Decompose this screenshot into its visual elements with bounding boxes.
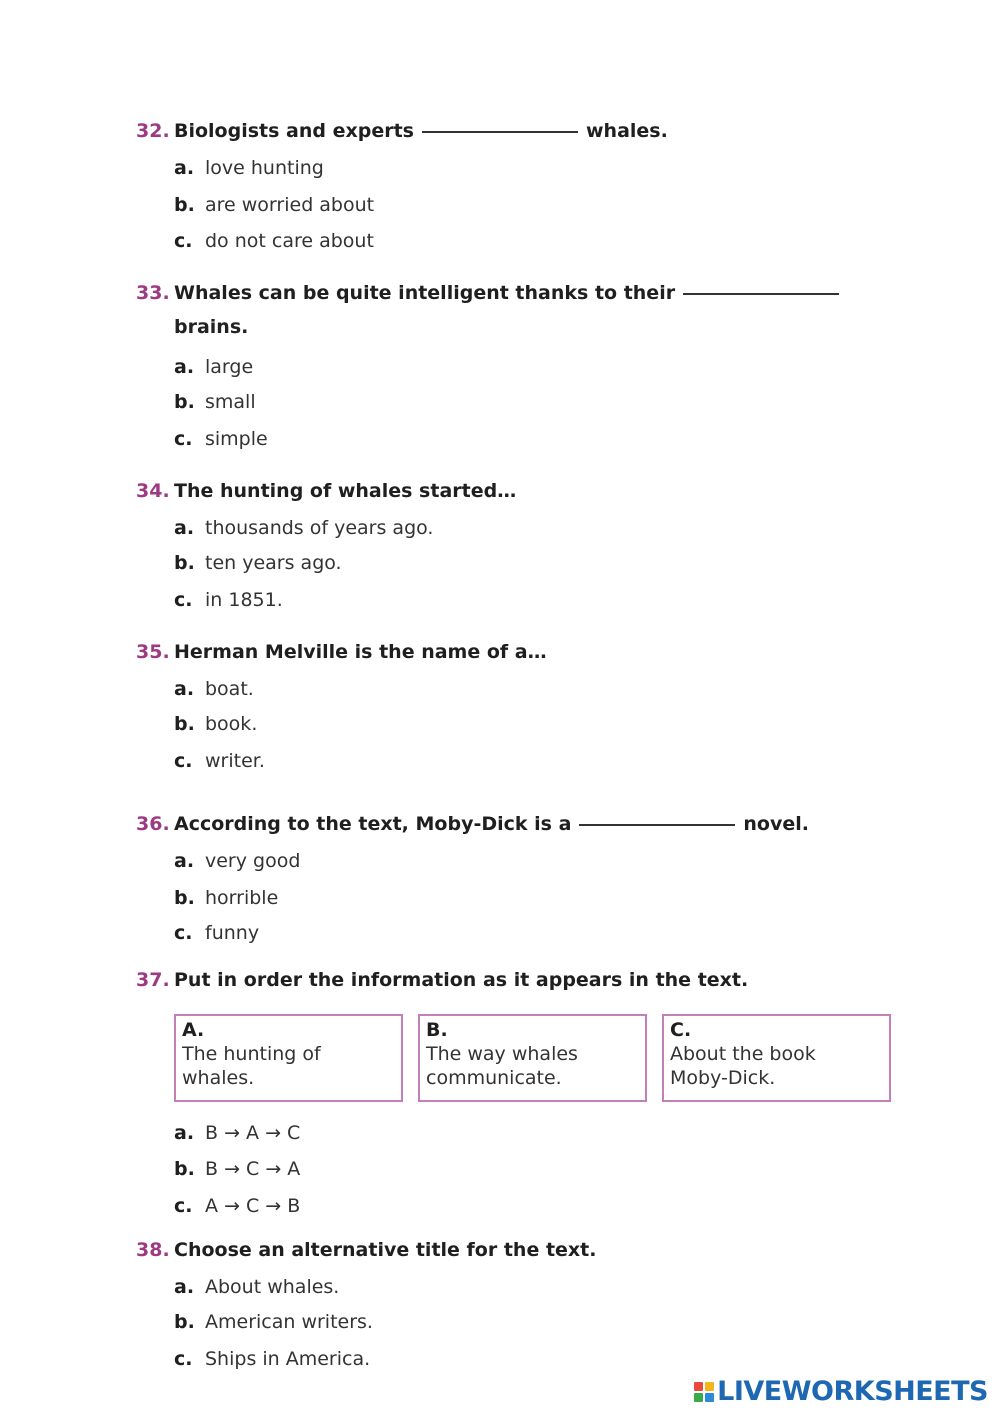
question-35 <box>136 641 547 663</box>
answer-blank[interactable] <box>579 823 735 826</box>
info-box-label: C. <box>670 1019 692 1041</box>
option-b[interactable]: b. are worried about <box>174 194 375 216</box>
info-box-b <box>418 1014 647 1102</box>
option-a[interactable]: a. very good <box>174 850 301 872</box>
option-c[interactable]: c. A → C → B <box>174 1195 301 1217</box>
question-stem-end: whales. <box>586 120 668 142</box>
option-c[interactable]: c. simple <box>174 428 268 450</box>
question-stem-continuation: brains. <box>174 316 249 338</box>
option-b[interactable]: b. horrible <box>174 887 279 909</box>
question-stem: According to the text, Moby-Dick is a <box>174 813 572 835</box>
option-c[interactable]: c. Ships in America. <box>174 1348 371 1370</box>
option-a[interactable]: a. B → A → C <box>174 1122 301 1144</box>
option-c[interactable]: c. do not care about <box>174 230 374 252</box>
option-a[interactable]: a. love hunting <box>174 157 324 179</box>
option-b[interactable]: b. small <box>174 391 256 413</box>
question-stem: Biologists and experts <box>174 120 414 142</box>
question-33 <box>136 282 847 338</box>
question-stem: Herman Melville is the name of a… <box>174 641 547 663</box>
question-number: 38. <box>136 1239 170 1261</box>
question-stem-end: novel. <box>743 813 809 835</box>
answer-blank[interactable] <box>422 130 578 133</box>
question-number: 33. <box>136 282 170 304</box>
answer-blank[interactable] <box>683 292 839 295</box>
info-box-text: The way whales communicate. <box>426 1043 578 1089</box>
question-number: 32. <box>136 120 170 142</box>
info-box-a <box>174 1014 403 1102</box>
option-a[interactable]: a. thousands of years ago. <box>174 517 434 539</box>
info-box-text: About the book Moby-Dick. <box>670 1043 816 1089</box>
question-38 <box>136 1239 596 1261</box>
question-36 <box>136 813 809 835</box>
question-number: 36. <box>136 813 170 835</box>
option-b[interactable]: b. B → C → A <box>174 1158 301 1180</box>
option-b[interactable]: b. book. <box>174 713 258 735</box>
liveworksheets-logo <box>694 1376 988 1407</box>
option-c[interactable]: c. writer. <box>174 750 265 772</box>
logo-grid-icon <box>694 1382 714 1402</box>
question-number: 34. <box>136 480 170 502</box>
question-stem: Put in order the information as it appears in the text. <box>174 969 749 991</box>
question-number: 35. <box>136 641 170 663</box>
option-a[interactable]: a. large <box>174 356 254 378</box>
option-b[interactable]: b. ten years ago. <box>174 552 342 574</box>
info-box-c <box>662 1014 891 1102</box>
question-stem: Choose an alternative title for the text. <box>174 1239 597 1261</box>
option-c[interactable]: c. funny <box>174 922 260 944</box>
option-a[interactable]: a. About whales. <box>174 1276 340 1298</box>
option-c[interactable]: c. in 1851. <box>174 589 283 611</box>
info-box-label: A. <box>182 1019 205 1041</box>
info-box-text: The hunting of whales. <box>182 1043 321 1089</box>
question-34 <box>136 480 516 502</box>
option-a[interactable]: a. boat. <box>174 678 254 700</box>
question-37 <box>136 969 748 991</box>
option-b[interactable]: b. American writers. <box>174 1311 373 1333</box>
brand-name: LIVEWORKSHEETS <box>717 1376 988 1407</box>
question-number: 37. <box>136 969 170 991</box>
info-box-label: B. <box>426 1019 448 1041</box>
question-stem: Whales can be quite intelligent thanks to their <box>174 282 676 304</box>
question-32 <box>136 120 668 142</box>
question-stem: The hunting of whales started… <box>174 480 517 502</box>
